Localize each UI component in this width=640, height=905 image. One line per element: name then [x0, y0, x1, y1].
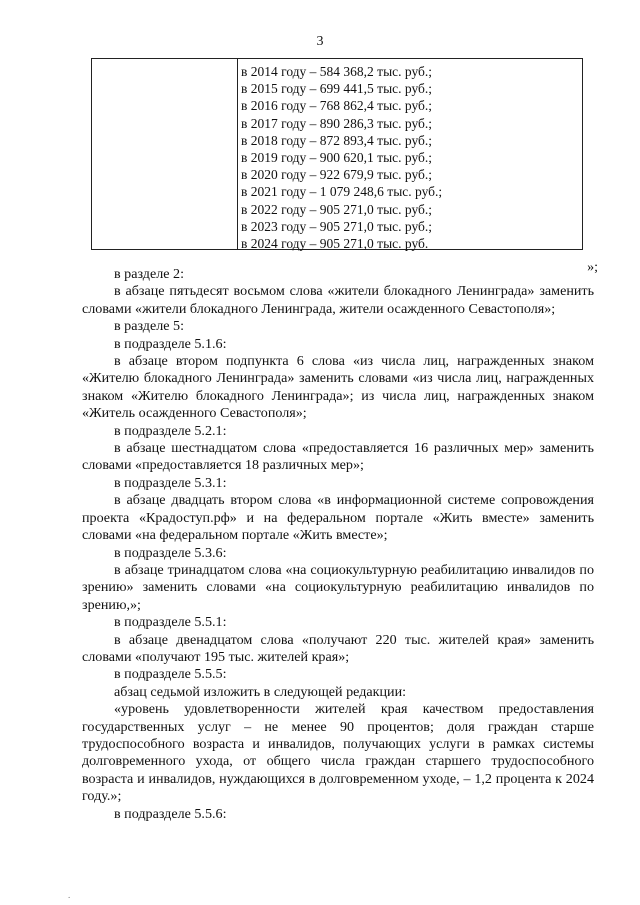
table-row: в 2023 году – 905 271,0 тыс. руб.;: [241, 218, 433, 234]
paragraph: в абзаце пятьдесят восьмом слова «жители блокадного Ленинграда» заменить словами «жители блокадного Ленинграда, жители осажденного Севастополя»;: [82, 283, 594, 317]
table-right-cell: [238, 59, 582, 252]
paragraph: в абзаце двадцать втором слова «в информационной системе сопровождения проекта «Крадоступ.рф» и на федеральном портале «Жить вместе» заменить словами «на федеральном портале «Жить вместе»;: [82, 492, 594, 544]
paragraph: в подразделе 5.3.1:: [114, 474, 227, 491]
closing-quote: »;: [587, 260, 598, 275]
table-row: в 2015 году – 699 441,5 тыс. руб.;: [241, 81, 433, 97]
table-row: в 2019 году – 900 620,1 тыс. руб.;: [241, 150, 433, 166]
paragraph: в разделе 2:: [114, 266, 184, 282]
table-row: в 2024 году – 905 271,0 тыс. руб.: [241, 236, 429, 252]
paragraph: в подразделе 5.5.5:: [114, 666, 227, 683]
table-left-cell: [92, 59, 238, 249]
paragraph: в абзаце втором подпункта 6 слова «из числа лиц, награжденных знаком «Жителю блокадного Ленинграда» заменить словами «из числа лиц, награжденных знаком «Жителю блокадного Ленинграда»; из числа лиц, награжденных знаком «Житель осажденного Севастополя»;: [82, 353, 594, 422]
paragraph: в подразделе 5.3.6:: [114, 544, 227, 561]
paragraph: в абзаце шестнадцатом слова «предоставляется 16 различных мер» заменить словами «предоставляется 18 различных мер»;: [82, 440, 594, 474]
footer-mark: .: [68, 890, 71, 900]
table-row: в 2016 году – 768 862,4 тыс. руб.;: [241, 98, 433, 114]
paragraph: в подразделе 5.5.1:: [114, 614, 227, 631]
paragraph: в разделе 5:: [114, 318, 184, 335]
document-body: [82, 266, 594, 823]
paragraph: в подразделе 5.5.6:: [114, 805, 227, 822]
table-row: в 2018 году – 872 893,4 тыс. руб.;: [241, 132, 433, 148]
paragraph: в абзаце тринадцатом слова «на социокультурную реабилитацию инвалидов по зрению» заменить словами «на социокультурную реабилитацию инвалидов по зрению,»;: [82, 561, 594, 613]
paragraph: абзац седьмой изложить в следующей редакции:: [114, 683, 407, 700]
table-row: в 2020 году – 922 679,9 тыс. руб.;: [241, 167, 433, 183]
page-number: 3: [316, 34, 324, 49]
table-row: в 2022 году – 905 271,0 тыс. руб.;: [241, 201, 433, 217]
table-row: в 2017 году – 890 286,3 тыс. руб.;: [241, 115, 433, 131]
paragraph: «уровень удовлетворенности жителей края качеством предоставления государственных услуг – не менее 90 процентов; доля граждан старше трудоспособного возраста и инвалидов, получающих услуги в рамках системы долговременного ухода, от общего числа граждан старшего трудоспособного возраста и инвалидов, нуждающихся в долговременном уходе, – 1,2 процента к 2024 году.»;: [82, 701, 594, 805]
paragraph: в подразделе 5.1.6:: [114, 335, 227, 352]
paragraph: в абзаце двенадцатом слова «получают 220 тыс. жителей края» заменить словами «получают 195 тыс. жителей края»;: [82, 631, 594, 665]
table-row: в 2014 году – 584 368,2 тыс. руб.;: [241, 64, 433, 79]
paragraph: в подразделе 5.2.1:: [114, 422, 227, 439]
table-row: в 2021 году – 1 079 248,6 тыс. руб.;: [241, 184, 443, 200]
funding-table: [91, 58, 583, 250]
